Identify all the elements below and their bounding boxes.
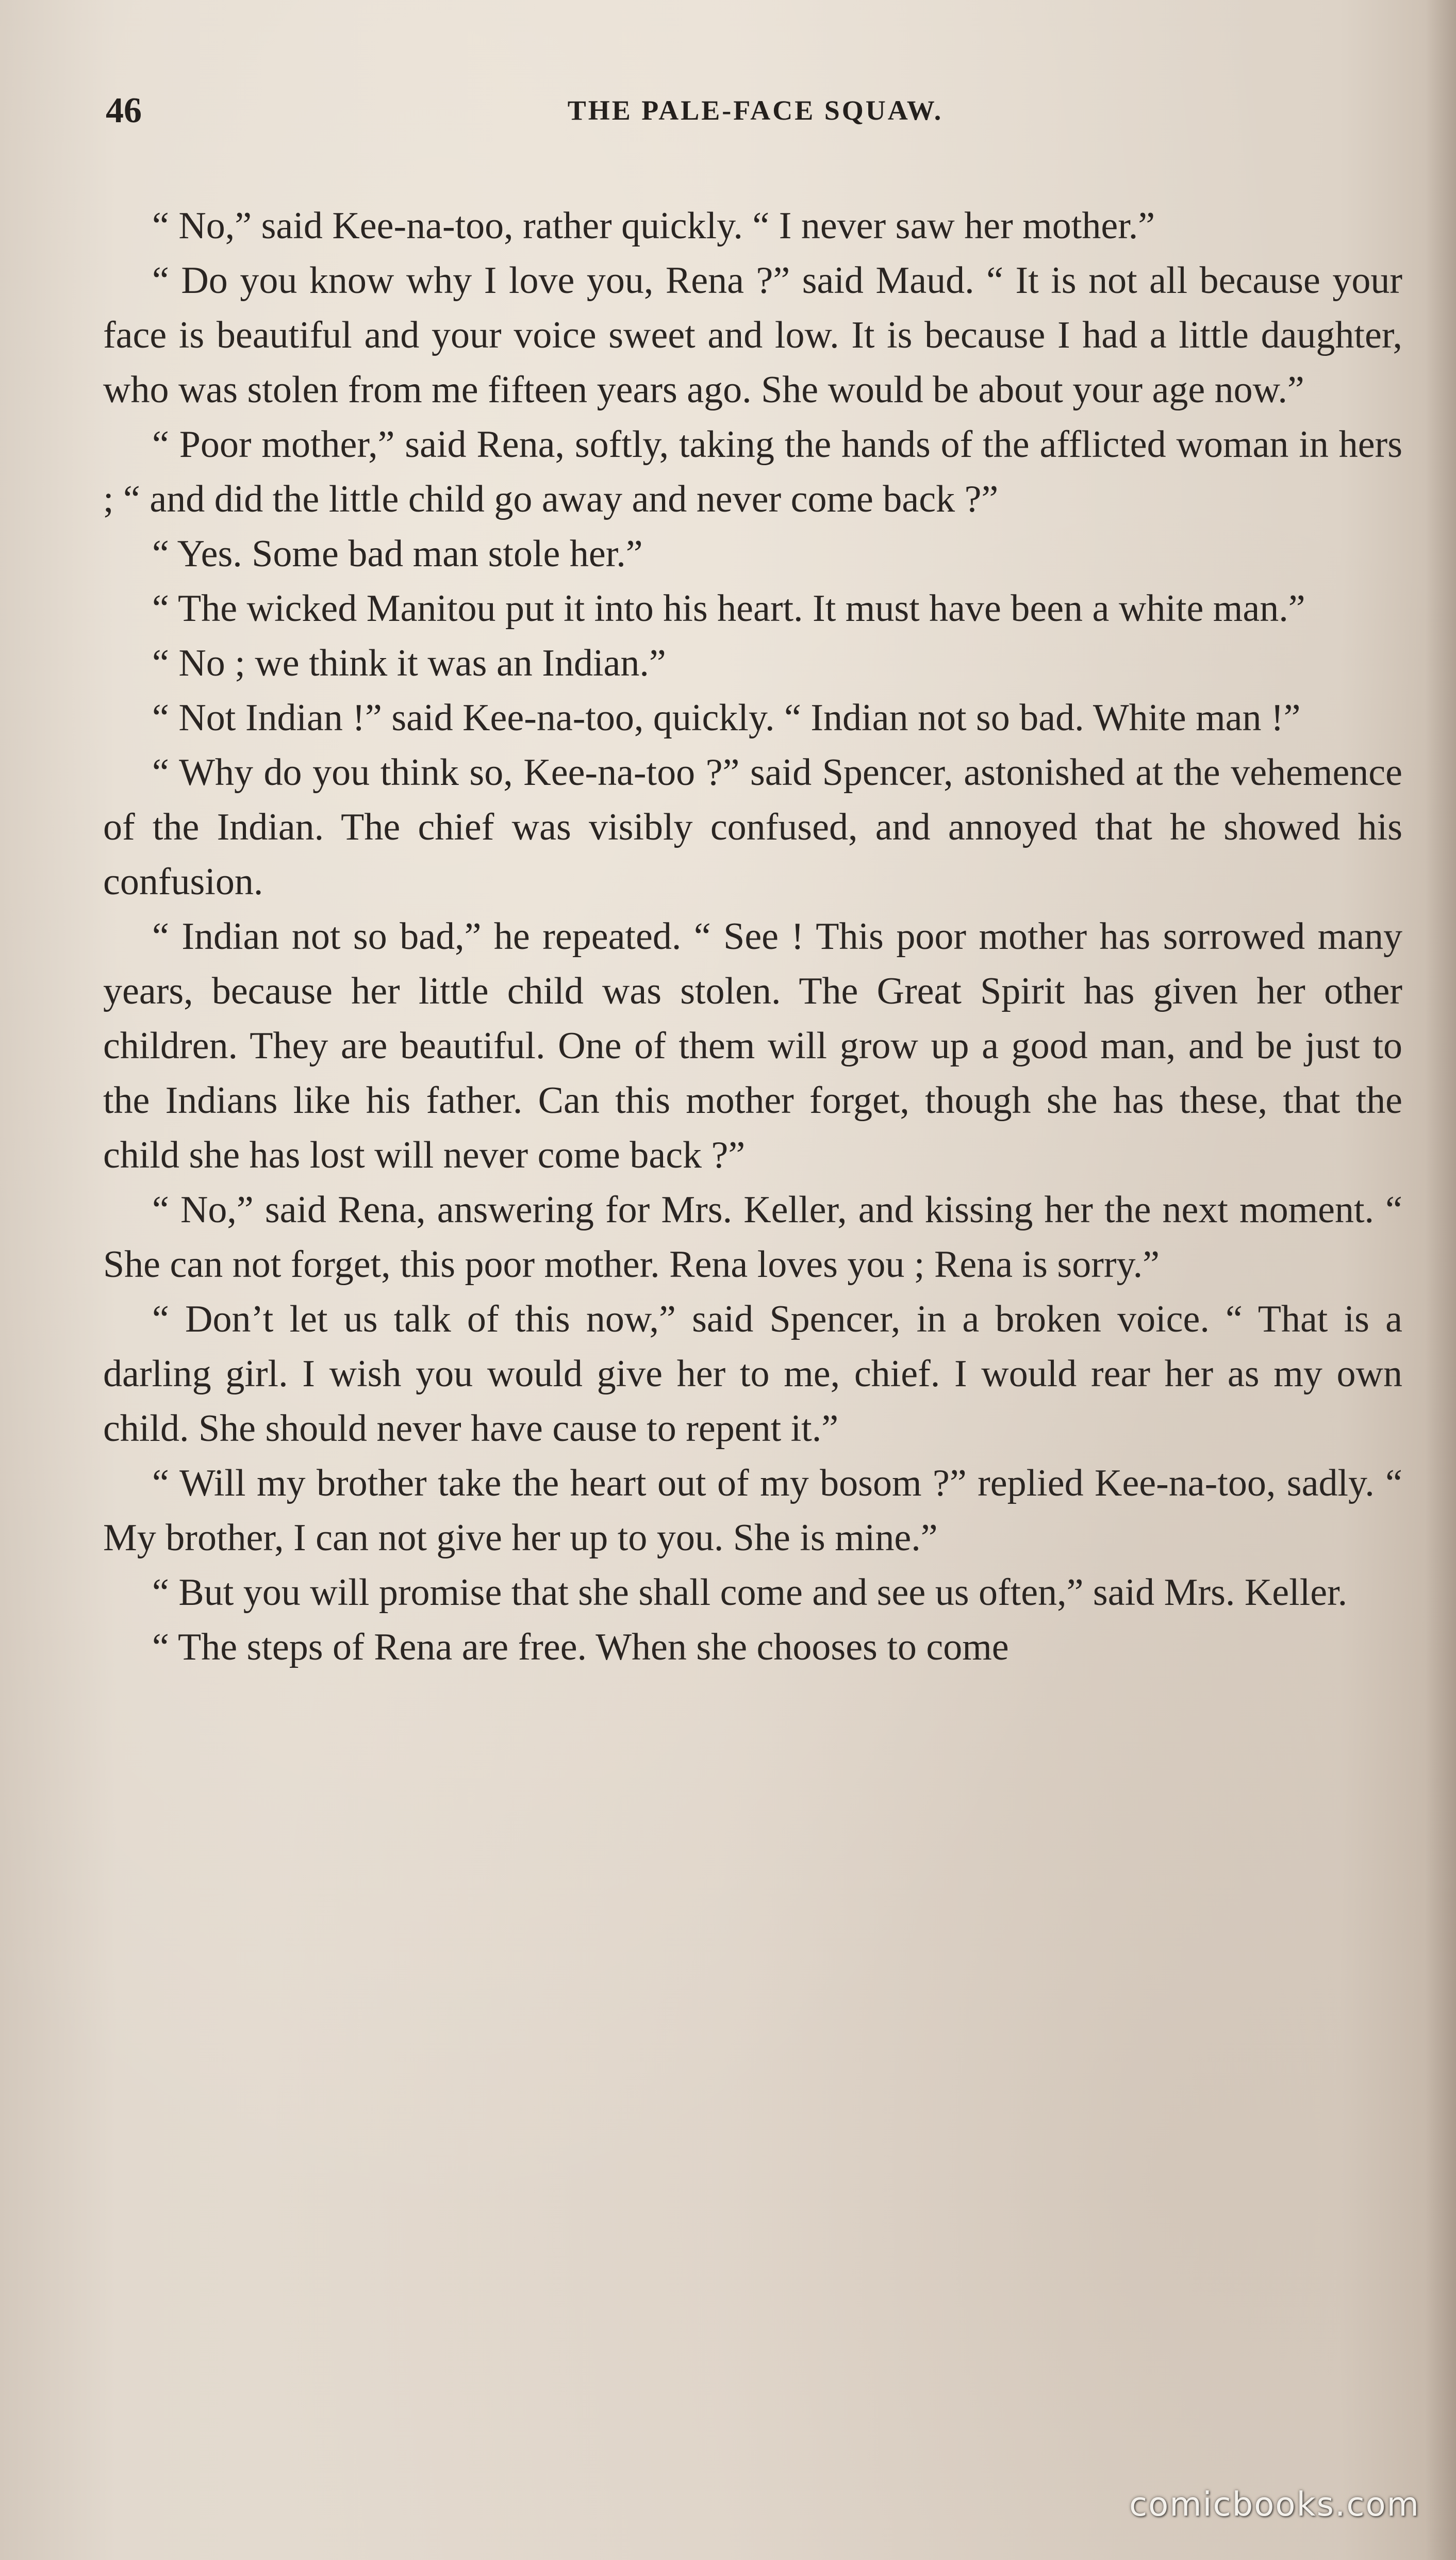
paragraph: “ The wicked Manitou put it into his heart. It must have been a white man.” [152,587,1305,630]
paragraph: “ The steps of Rena are free. When she chooses to come [152,1626,1009,1668]
paragraph: “ No,” said Kee-na-too, rather quickly. “ I never saw her mother.” [152,205,1155,247]
paragraph: “ Don’t let us talk of this now,” said Spencer, in a broken voice. “ That is a darling girl. I wish you would give her to me, chief. I would rear her as my own child. She should never have cause to repent it.” [103,1298,1402,1450]
paragraph: “ Poor mother,” said Rena, softly, taking the hands of the afflicted woman in hers ; “ and did the little child go away and never come back ?” [103,423,1402,520]
page-number: 46 [106,91,142,130]
paragraph: “ Indian not so bad,” he repeated. “ See ! This poor mother has sorrowed many years, because her little child was stolen. The Great Spirit has given her other children. They are beautiful. One of them will grow up a good man, and be just to the Indians like his father. Can this mother forget, though she has these, that the child she has lost will never come back ?” [103,915,1402,1176]
page-edge-shadow [1425,0,1456,2560]
paragraph: “ Why do you think so, Kee-na-too ?” said Spencer, astonished at the vehemence of the Indian. The chief was visibly confused, and annoyed that he showed his confusion. [103,751,1402,903]
paragraph: “ No ; we think it was an Indian.” [152,642,666,684]
paragraph: “ Do you know why I love you, Rena ?” said Maud. “ It is not all because your face is beautiful and your voice sweet and low. It is because I had a little daughter, who was stolen from me fifteen years ago. She would be about your age now.” [103,259,1402,411]
paragraph: “ But you will promise that she shall come and see us often,” said Mrs. Keller. [152,1571,1348,1614]
watermark: comicbooks.com [1129,2486,1420,2524]
paragraph: “ Not Indian !” said Kee-na-too, quickly. “ Indian not so bad. White man !” [152,697,1301,739]
running-head: THE PALE-FACE SQUAW. [567,95,944,126]
page-header [106,90,1405,147]
paragraph: “ No,” said Rena, answering for Mrs. Keller, and kissing her the next moment. “ She can not forget, this poor mother. Rena loves you ; Rena is sorry.” [103,1189,1402,1286]
body-text [103,199,1402,1675]
paragraph: “ Will my brother take the heart out of my bosom ?” replied Kee-na-too, sadly. “ My brother, I can not give her up to you. She is mine.” [103,1462,1402,1559]
paragraph: “ Yes. Some bad man stole her.” [152,533,643,575]
